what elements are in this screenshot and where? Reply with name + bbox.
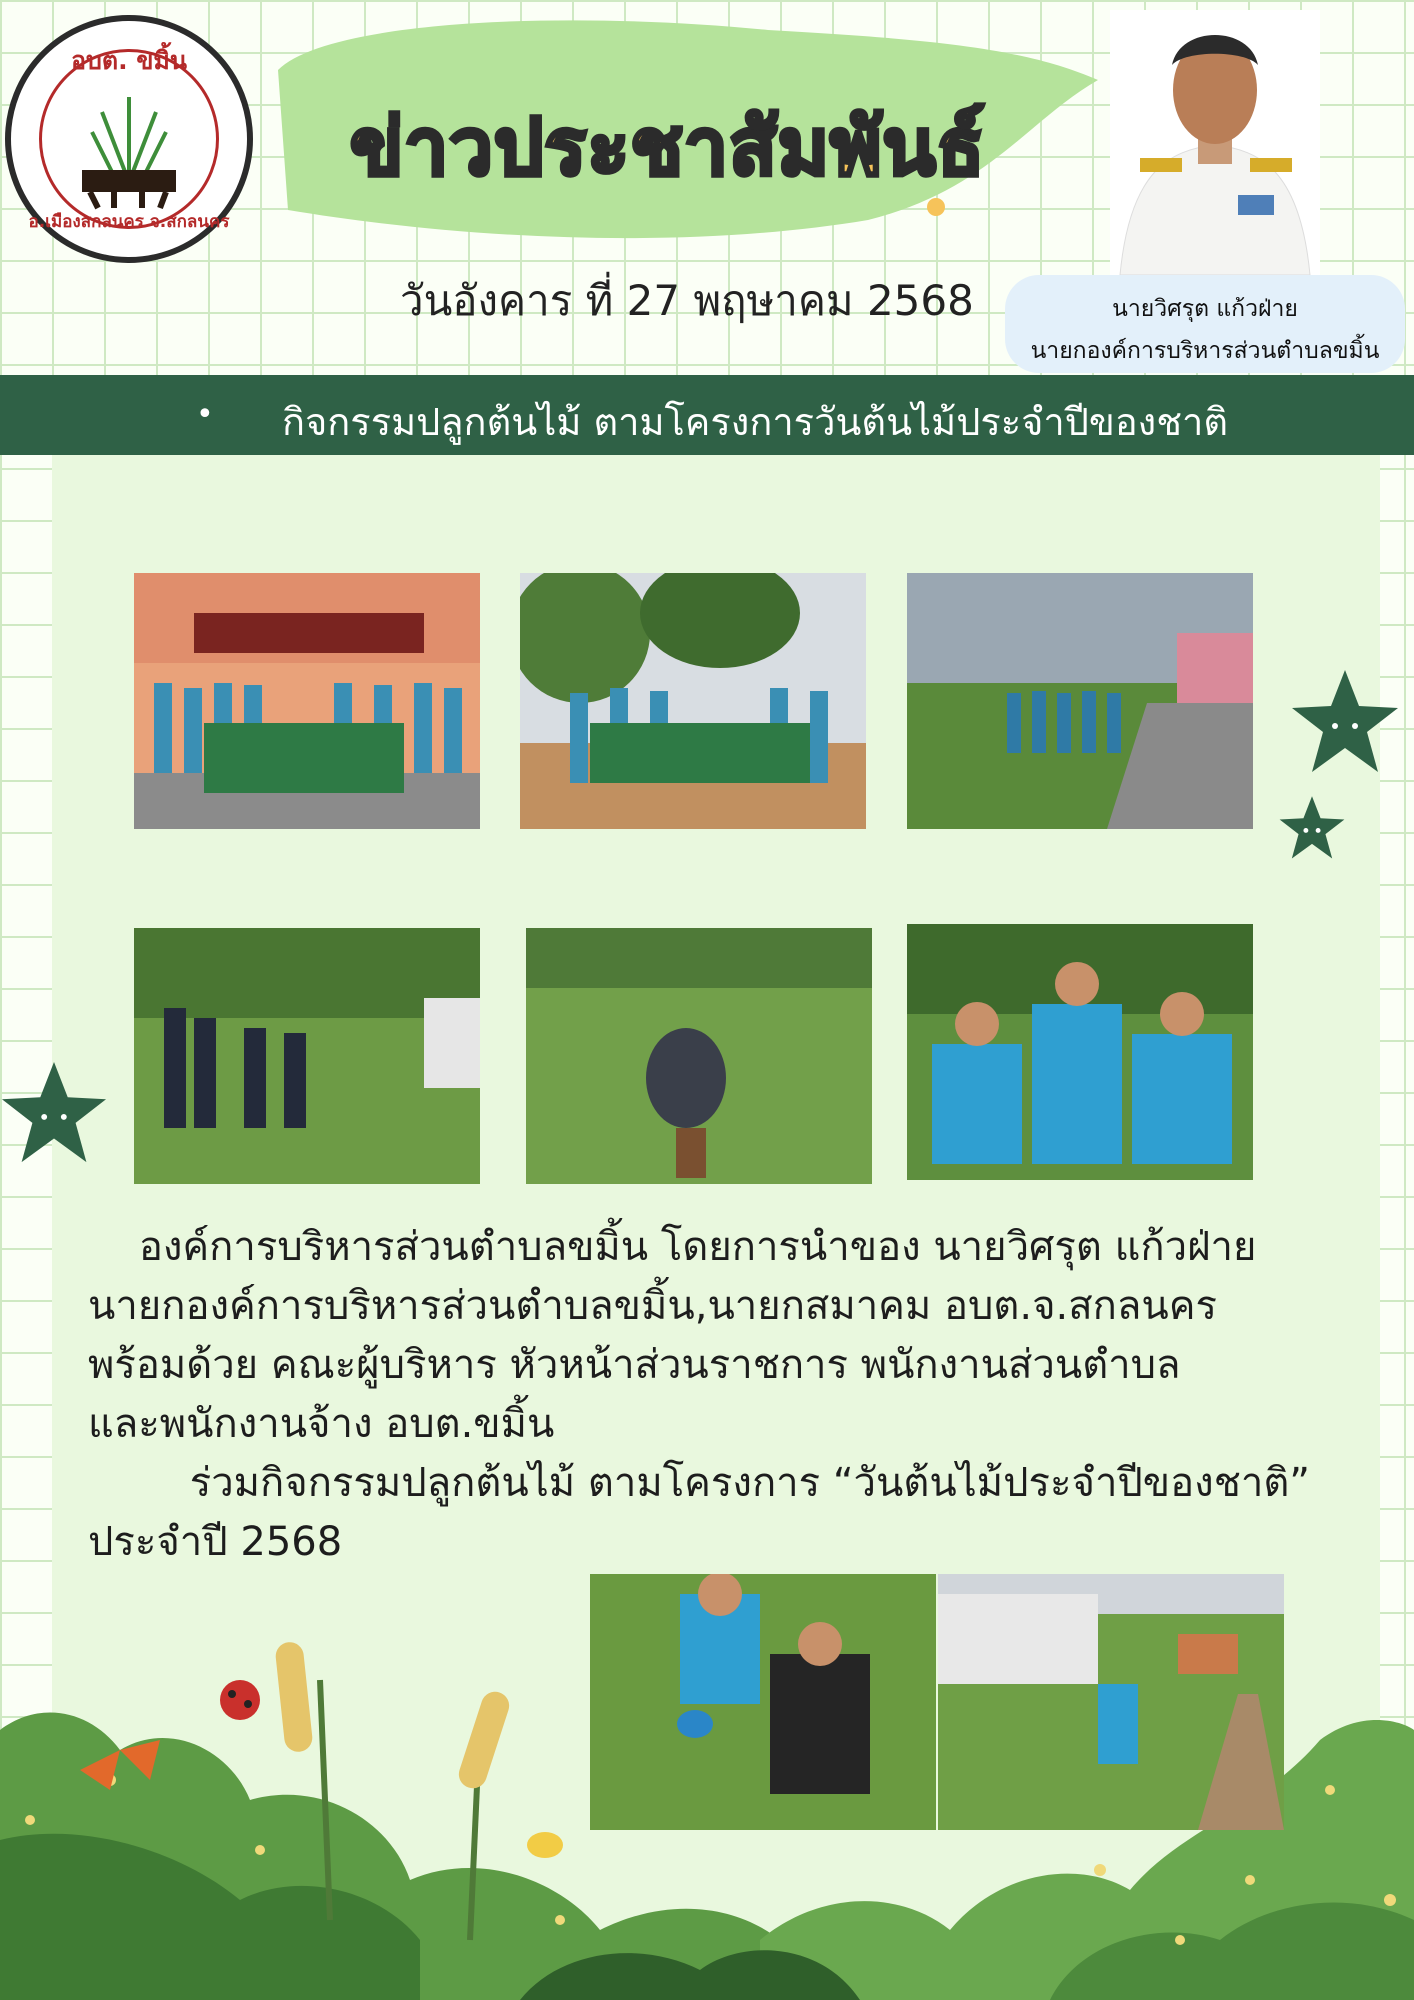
- body-line: ประจำปี 2568: [88, 1519, 343, 1565]
- logo-top-text: อบต. ขมิ้น: [71, 46, 187, 75]
- activity-banner: [0, 375, 1414, 455]
- official-caption: [1005, 275, 1405, 373]
- photo-group-banner-outdoor: [520, 573, 866, 829]
- star-decoration-icon: [1278, 795, 1346, 861]
- organization-logo: [5, 15, 253, 263]
- photo-field-walk: [907, 573, 1253, 829]
- photo-watering-sapling: [590, 1574, 936, 1830]
- body-line: และพนักงานจ้าง อบต.ขมิ้น: [88, 1401, 555, 1447]
- body-line: องค์การบริหารส่วนตำบลขมิ้น โดยการนำของ นายวิศรุต แก้วฝ่าย: [88, 1224, 1257, 1270]
- photo-planting-group: [134, 928, 480, 1184]
- logo-bottom-text: อ.เมืองสกลนคร จ.สกลนคร: [28, 212, 230, 232]
- star-decoration-icon: [1290, 668, 1400, 776]
- page-title: ข่าวประชาสัมพันธ์: [350, 103, 986, 193]
- photo-planting-wall: [938, 1574, 1284, 1830]
- star-decoration-icon: [0, 1060, 108, 1166]
- official-portrait: [1110, 10, 1320, 275]
- news-date: วันอังคาร ที่ 27 พฤษาคม 2568: [400, 276, 974, 325]
- official-position: นายกองค์การบริหารส่วนตำบลขมิ้น: [1030, 338, 1380, 364]
- photo-planting-kneel: [526, 928, 872, 1184]
- body-line: พร้อมด้วย คณะผู้บริหาร หัวหน้าส่วนราชการ พนักงานส่วนตำบล: [88, 1342, 1181, 1388]
- photo-group-building: [134, 573, 480, 829]
- news-body: [88, 1218, 1338, 1572]
- photo-trio-smiling: [907, 924, 1253, 1180]
- official-name: นายวิศรุต แก้วฝ่าย: [1112, 296, 1298, 322]
- banner-bullet: •: [196, 397, 214, 432]
- banner-text: กิจกรรมปลูกต้นไม้ ตามโครงการวันต้นไม้ประจำปีของชาติ: [282, 400, 1229, 444]
- body-line: นายกองค์การบริหารส่วนตำบลขมิ้น,นายกสมาคม อบต.จ.สกลนคร: [88, 1283, 1217, 1329]
- body-line: ร่วมกิจกรรมปลูกต้นไม้ ตามโครงการ “วันต้นไม้ประจำปีของชาติ”: [88, 1460, 1311, 1506]
